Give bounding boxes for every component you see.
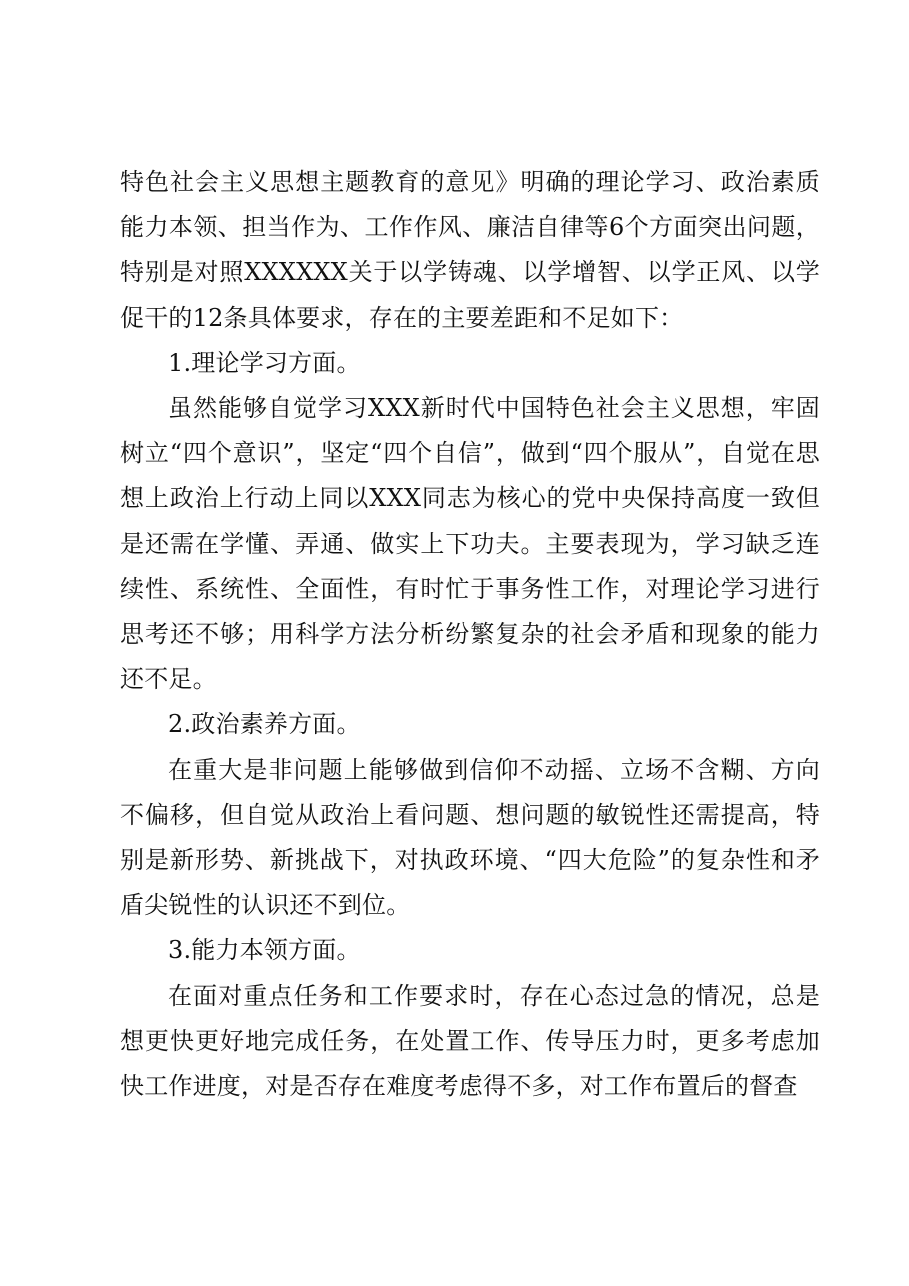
section-heading-political-quality: 2.政治素养方面。	[168, 710, 361, 739]
section-heading-ability: 3.能力本领方面。	[168, 936, 361, 965]
paragraph-political-quality: 在重大是非问题上能够做到信仰不动摇、立场不含糊、方向不偏移，但自觉从政治上看问题、想问题的敏锐性还需提高，特别是新形势、新挑战下，对执政环境、“四大危险”的复杂性和矛盾尖锐性的认识还不到位。	[120, 755, 820, 920]
document-body	[120, 160, 820, 1109]
section-heading-theory-study: 1.理论学习方面。	[168, 348, 361, 377]
paragraph-intro: 特色社会主义思想主题教育的意见》明确的理论学习、政治素质能力本领、担当作为、工作作风、廉洁自律等6个方面突出问题，特别是对照XXXXXX关于以学铸魂、以学增智、以学正风、以学促干的12条具体要求，存在的主要差距和不足如下：	[120, 168, 820, 332]
paragraph-theory-study: 虽然能够自觉学习XXX新时代中国特色社会主义思想，牢固树立“四个意识”，坚定“四个自信”，做到“四个服从”，自觉在思想上政治上行动上同以XXX同志为核心的党中央保持高度一致但是还需在学懂、弄通、做实上下功夫。主要表现为，学习缺乏连续性、系统性、全面性，有时忙于事务性工作，对理论学习进行思考还不够；用科学方法分析纷繁复杂的社会矛盾和现象的能力还不足。	[120, 394, 820, 694]
paragraph-ability: 在面对重点任务和工作要求时，存在心态过急的情况，总是想更快更好地完成任务，在处置工作、传导压力时，更多考虑加快工作进度，对是否存在难度考虑得不多，对工作布置后的督查	[120, 981, 820, 1101]
